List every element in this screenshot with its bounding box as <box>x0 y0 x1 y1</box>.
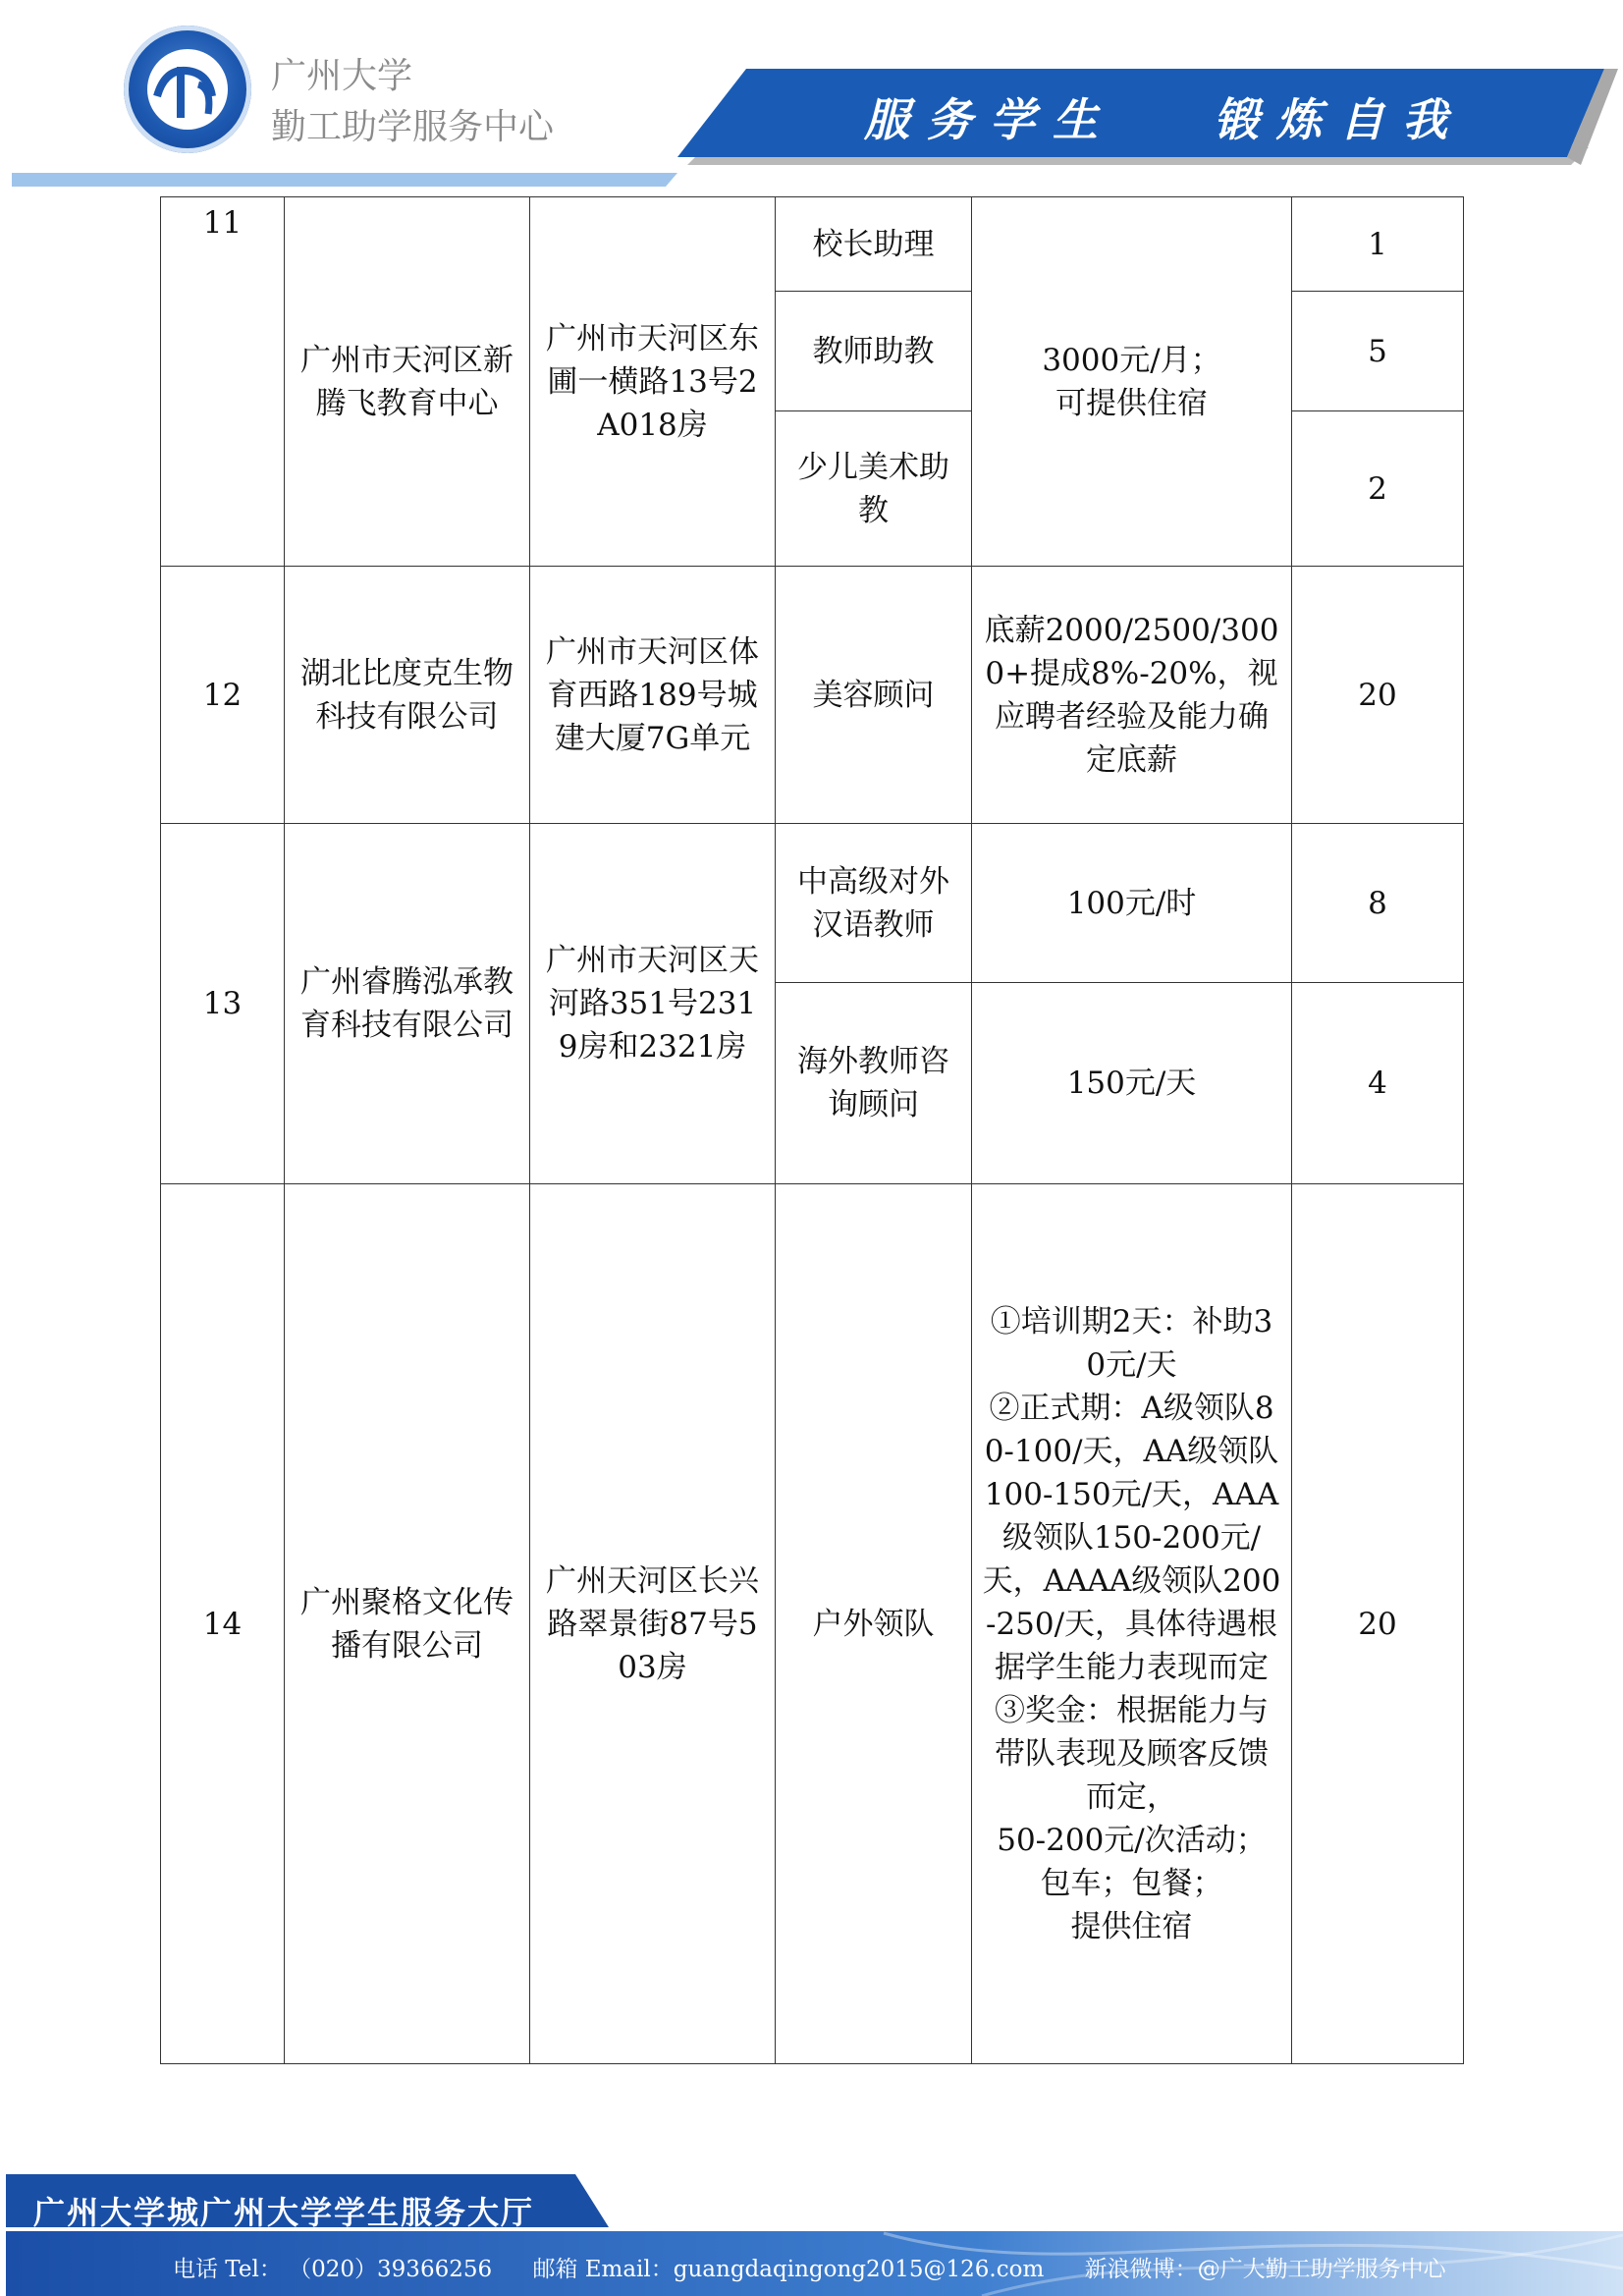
position-title: 户外领队 <box>776 1184 972 2064</box>
row-number: 11 <box>161 197 285 567</box>
table-row <box>161 567 1464 824</box>
footer-title: 广州大学城广州大学学生服务大厅 <box>33 2194 535 2231</box>
salary-line: ②正式期：A级领队80-100/天，AA级领队100-150元/天，AAA级领队150-200元/天，AAAA级领队200-250/天，具体待遇根据学生能力表现而定 <box>982 1390 1281 1685</box>
logo-mark-icon <box>147 49 228 130</box>
salary-line: ①培训期2天：补助30元/天 <box>990 1303 1273 1383</box>
salary: 150元/天 <box>972 983 1292 1184</box>
table-row <box>161 824 1464 983</box>
company-address: 广州市天河区东圃一横路13号2A018房 <box>530 197 776 567</box>
position-title: 校长助理 <box>776 197 972 292</box>
position-title: 中高级对外汉语教师 <box>776 824 972 983</box>
row-number: 14 <box>161 1184 285 2064</box>
headcount: 20 <box>1292 567 1464 824</box>
university-logo <box>124 26 251 153</box>
salary-line: ③奖金：根据能力与带队表现及顾客反馈而定， <box>995 1692 1269 1815</box>
table-row <box>161 1184 1464 2064</box>
company-address: 广州市天河区天河路351号2319房和2321房 <box>530 824 776 1184</box>
footer-email[interactable]: 邮箱 Email：guangdaqingong2015@126.com <box>532 2257 1045 2282</box>
page-header <box>0 0 1623 196</box>
company-name: 湖北比度克生物科技有限公司 <box>285 567 530 824</box>
footer-contact <box>173 2251 1480 2283</box>
salary-line: 提供住宿 <box>1070 1908 1193 1944</box>
headcount: 20 <box>1292 1184 1464 2064</box>
salary <box>972 1184 1292 2064</box>
footer-weibo: 新浪微博：@广大勤工助学服务中心 <box>1084 2257 1446 2282</box>
position-title: 教师助教 <box>776 292 972 411</box>
row-number: 12 <box>161 567 285 824</box>
position-title: 海外教师咨询顾问 <box>776 983 972 1184</box>
row-number: 13 <box>161 824 285 1184</box>
salary: 底薪2000/2500/3000+提成8%-20%，视应聘者经验及能力确定底薪 <box>972 567 1292 824</box>
slogan-right: 锻炼自我 <box>1214 93 1465 146</box>
company-name: 广州市天河区新腾飞教育中心 <box>285 197 530 567</box>
footer-phone: 电话 Tel： （020）39366256 <box>173 2257 493 2282</box>
headcount: 4 <box>1292 983 1464 1184</box>
headcount: 5 <box>1292 292 1464 411</box>
company-name: 广州聚格文化传播有限公司 <box>285 1184 530 2064</box>
salary-line: 50-200元/次活动； <box>997 1822 1267 1858</box>
headcount: 2 <box>1292 411 1464 567</box>
company-address: 广州市天河区体育西路189号城建大厦7G单元 <box>530 567 776 824</box>
org-name-line1: 广州大学 <box>271 56 413 96</box>
table-row <box>161 197 1464 292</box>
job-table <box>160 196 1464 2064</box>
salary-line: 包车；包餐； <box>1040 1865 1223 1901</box>
company-address: 广州天河区长兴路翠景街87号503房 <box>530 1184 776 2064</box>
headcount: 1 <box>1292 197 1464 292</box>
position-title: 少儿美术助教 <box>776 411 972 567</box>
company-name: 广州睿腾泓承教育科技有限公司 <box>285 824 530 1184</box>
salary: 3000元/月； 可提供住宿 <box>972 197 1292 567</box>
slogan-left: 服务学生 <box>864 93 1115 146</box>
salary: 100元/时 <box>972 824 1292 983</box>
position-title: 美容顾问 <box>776 567 972 824</box>
headcount: 8 <box>1292 824 1464 983</box>
org-name <box>271 51 554 153</box>
org-name-line2: 勤工助学服务中心 <box>271 107 555 147</box>
